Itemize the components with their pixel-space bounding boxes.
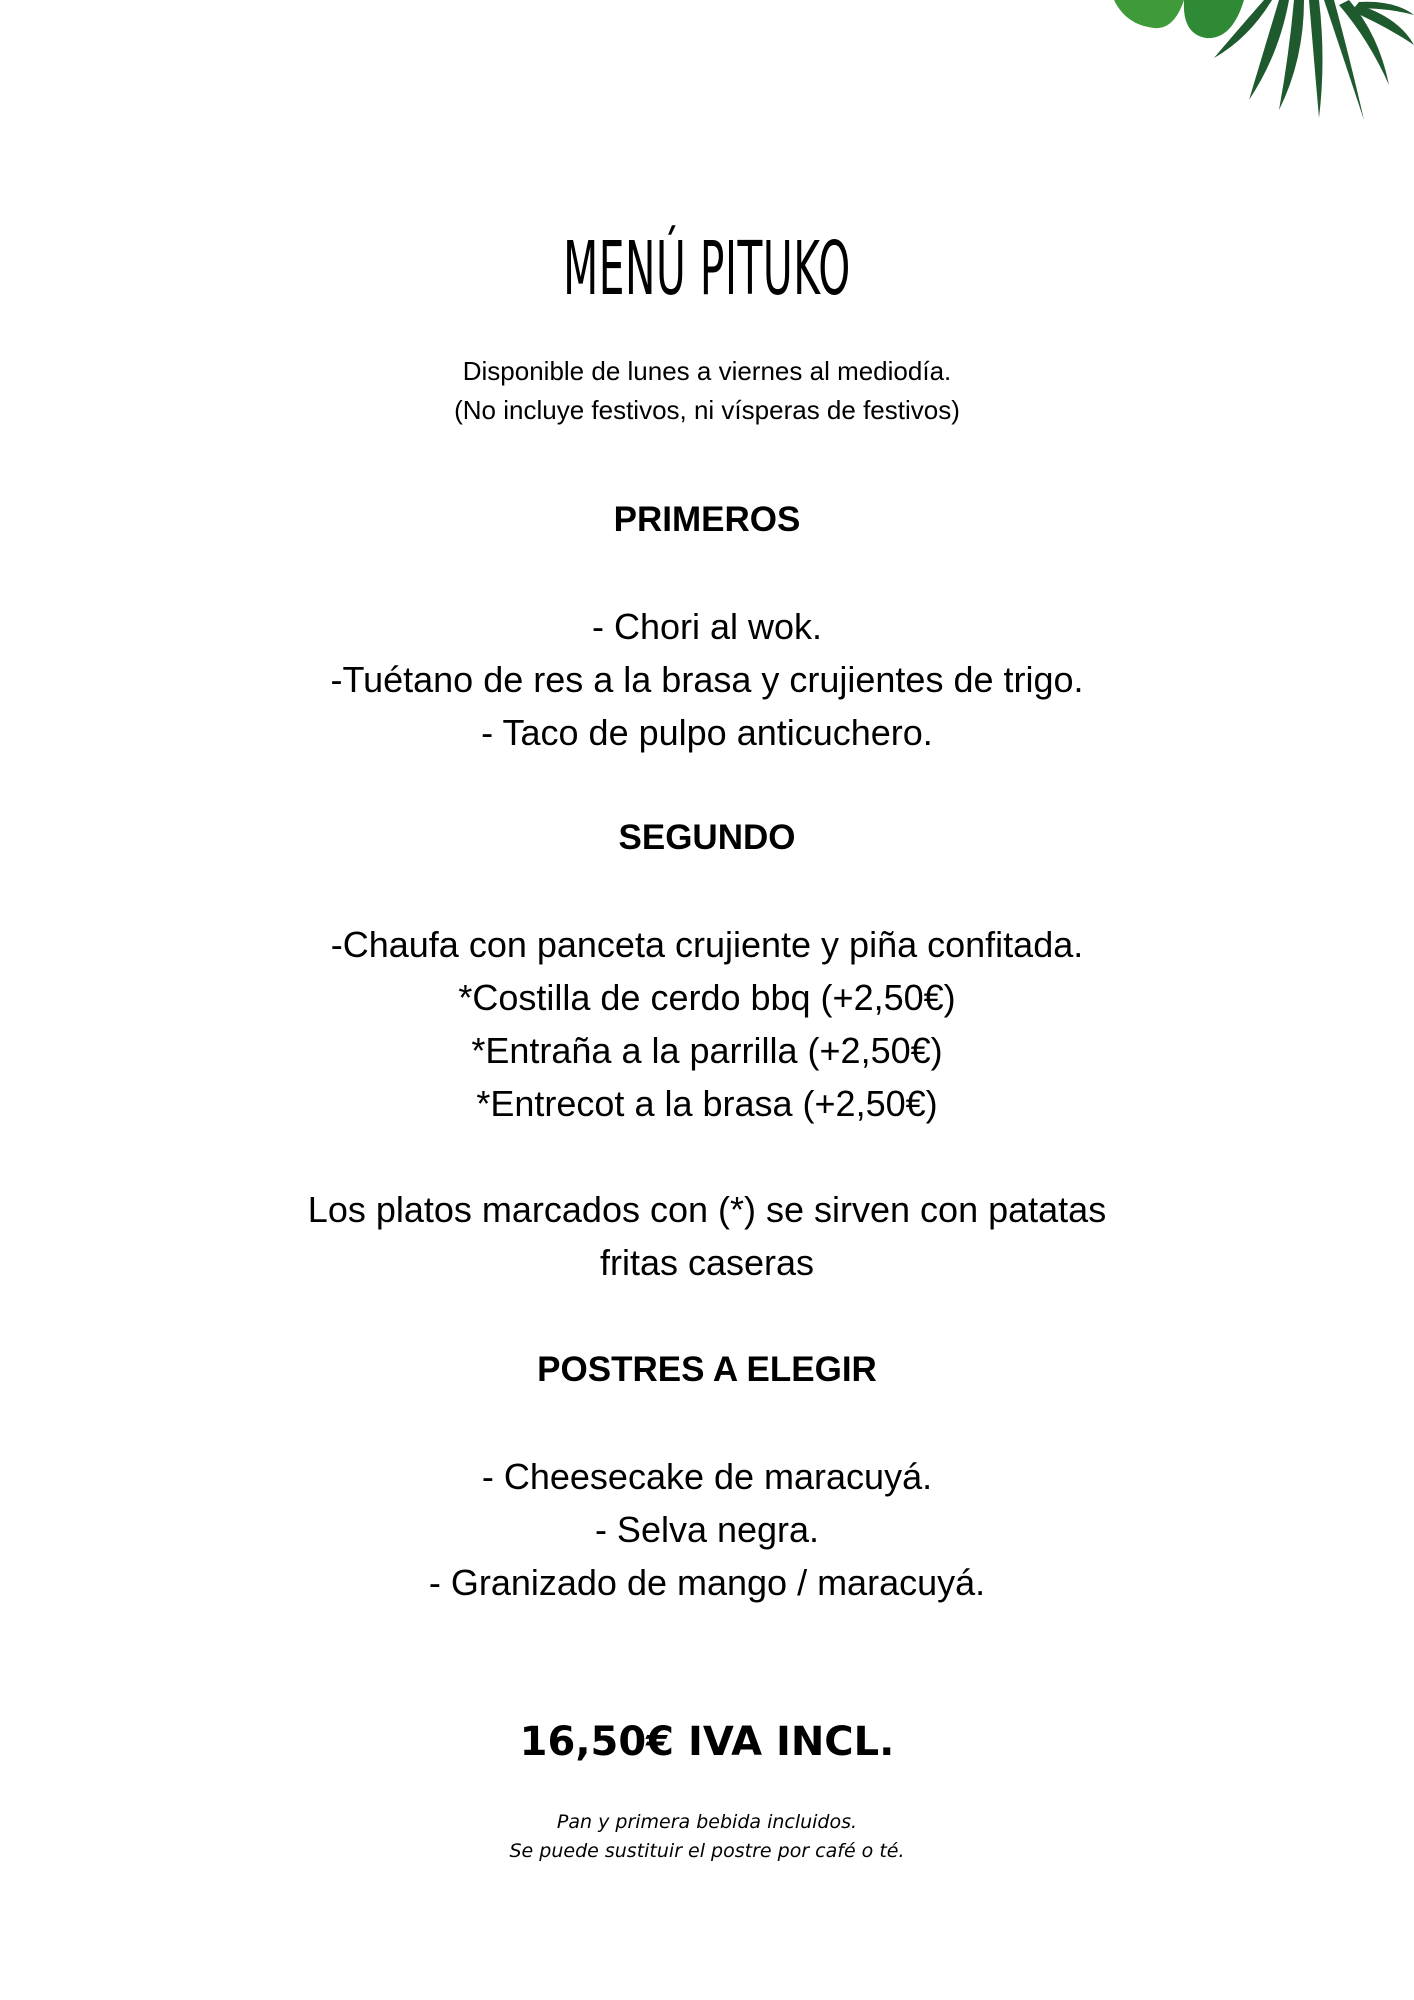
list-item: - Taco de pulpo anticuchero. <box>481 712 933 753</box>
list-item: - Selva negra. <box>594 1509 820 1550</box>
section-heading-segundo: SEGUNDO <box>618 818 796 857</box>
footnote <box>0 1808 1414 1866</box>
postres-list <box>0 1450 1414 1609</box>
availability-line: Disponible de lunes a viernes al mediodía. <box>462 356 952 386</box>
palm-leaves-icon <box>1114 0 1414 130</box>
fries-note <box>0 1183 1414 1289</box>
footnote-line: Se puede sustituir el postre por café o té. <box>509 1840 905 1862</box>
list-item: *Entraña a la parrilla (+2,50€) <box>471 1030 943 1071</box>
list-item: - Chori al wok. <box>591 606 823 647</box>
list-item: -Chaufa con panceta crujiente y piña confitada. <box>330 924 1084 965</box>
list-item: -Tuétano de res a la brasa y crujientes de trigo. <box>330 659 1084 700</box>
footnote-line: Pan y primera bebida incluidos. <box>556 1811 858 1833</box>
segundo-list <box>0 918 1414 1130</box>
list-item: - Granizado de mango / maracuyá. <box>428 1562 986 1603</box>
section-heading-postres: POSTRES A ELEGIR <box>537 1350 877 1389</box>
primeros-list <box>0 600 1414 759</box>
availability-line: (No incluye festivos, ni vísperas de festivos) <box>454 395 960 425</box>
menu-title: MENÚ PITUKO <box>563 226 851 312</box>
menu-price: 16,50€ IVA INCL. <box>519 1719 895 1765</box>
list-item: *Entrecot a la brasa (+2,50€) <box>476 1083 938 1124</box>
section-heading-primeros: PRIMEROS <box>613 500 801 539</box>
list-item: *Costilla de cerdo bbq (+2,50€) <box>458 977 956 1018</box>
list-item: - Cheesecake de maracuyá. <box>481 1456 933 1497</box>
availability-note <box>0 352 1414 430</box>
note-line: fritas caseras <box>599 1242 815 1283</box>
note-line: Los platos marcados con (*) se sirven con patatas <box>307 1189 1107 1230</box>
